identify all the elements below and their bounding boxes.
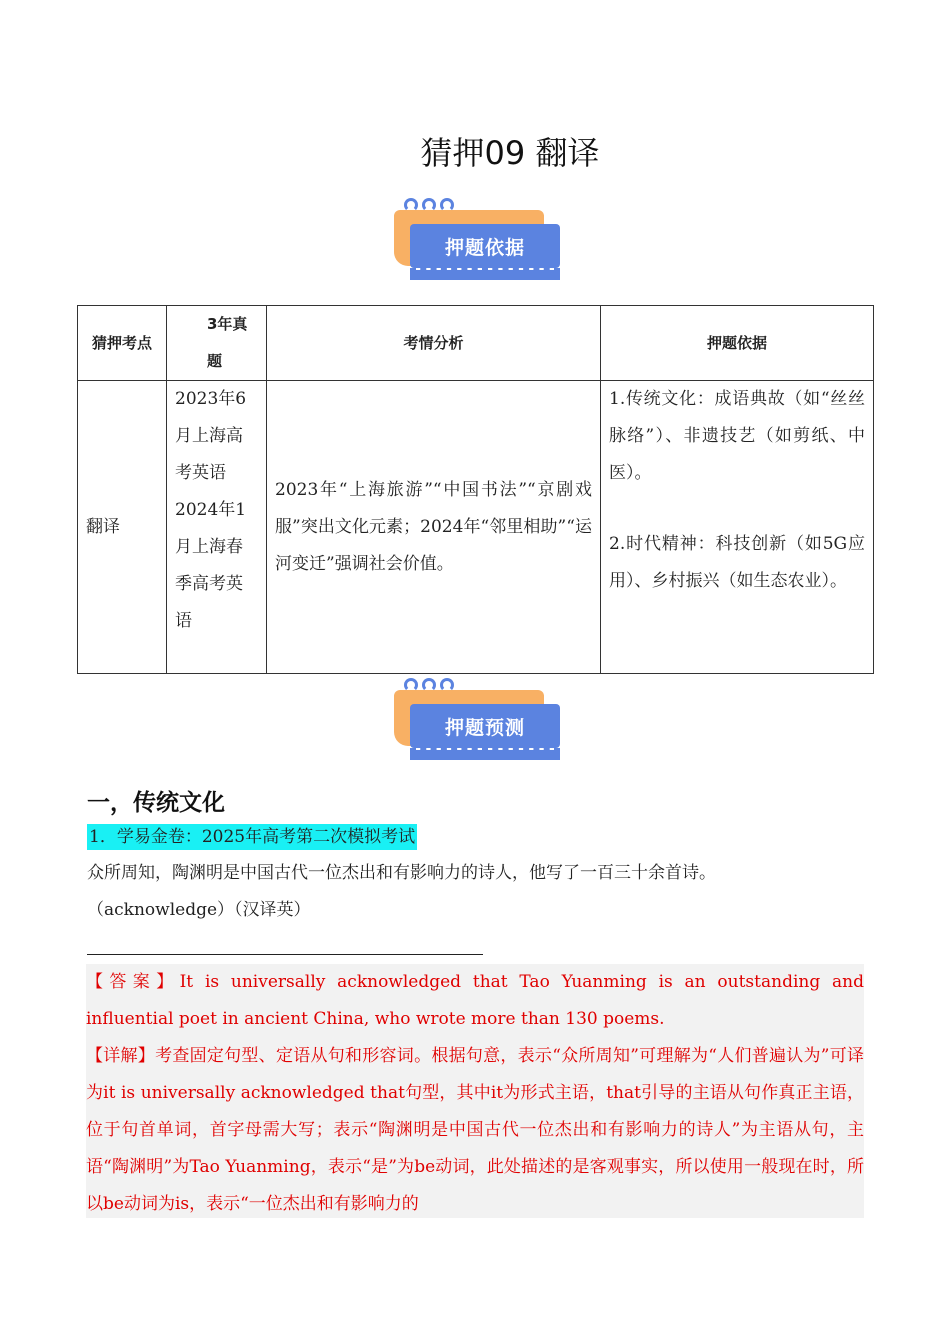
- answer-paragraph: [86, 964, 864, 1038]
- header-analysis: 考情分析: [267, 306, 601, 381]
- basis-item-2: 2.时代精神：科技创新（如5G应用）、乡村振兴（如生态农业）。: [609, 534, 865, 591]
- cell-analysis: 2023年“上海旅游”“中国书法”“京剧戏服”突出文化元素；2024年“邻里相助”“运河变迁”强调社会价值。: [267, 381, 601, 674]
- basis-item-1: 1.传统文化：成语典故（如“丝丝脉络”）、非遗技艺（如剪纸、中医）。: [609, 389, 865, 483]
- question-source: 1．学易金卷：2025年高考第二次模拟考试: [87, 824, 417, 850]
- header-basis: 押题依据: [601, 306, 874, 381]
- header-point: 猜押考点: [78, 306, 167, 381]
- detail-paragraph: [86, 1038, 864, 1218]
- cell-basis: [601, 381, 874, 674]
- basis-badge-label: 押题依据: [410, 224, 560, 268]
- section-title: 一，传统文化: [87, 790, 225, 816]
- basis-badge: [390, 198, 566, 282]
- exam-point-table: [77, 305, 874, 674]
- cell-years: 2023年6月上海高考英语 2024年1月上海春季高考英语: [167, 381, 267, 674]
- table-row: [78, 381, 874, 674]
- detail-text: 考查固定句型、定语从句和形容词。根据句意，表示“众所周知”可理解为“人们普遍认为”可译为it is universally acknowledged that句型，其中it为形式主语，that引导的主语从句作真正主语，位于句首单词，首字母需大写；表示“陶渊明是中国古代一位杰出和有影响力的诗人”为主语从句，主语“陶渊明”为Tao Yuanming，表示“是”为be动词，此处描述的是客观事实，所以使用一般现在时，所以be动词为is，表示“一位杰出和有影响力的: [86, 1046, 864, 1214]
- predict-badge: [390, 678, 566, 762]
- answer-text: It is universally acknowledged that Tao Yuanming is an outstanding and influential poet in ancient China, who wrote more than 130 poems.: [86, 972, 864, 1029]
- predict-badge-label: 押题预测: [410, 704, 560, 748]
- table-header-row: [78, 306, 874, 381]
- detail-label: 【详解】: [86, 1046, 156, 1066]
- page-title: 猜押09 翻译: [420, 134, 600, 172]
- question-hint: （acknowledge）（汉译英）: [87, 900, 311, 920]
- cell-point: 翻译: [78, 381, 167, 674]
- answer-box: [86, 964, 864, 1218]
- answer-blank-line: [87, 954, 483, 955]
- question-text: 众所周知，陶渊明是中国古代一位杰出和有影响力的诗人，他写了一百三十余首诗。: [87, 863, 716, 883]
- header-years: 3年真题: [167, 306, 267, 381]
- answer-label: 【答案】: [86, 972, 180, 992]
